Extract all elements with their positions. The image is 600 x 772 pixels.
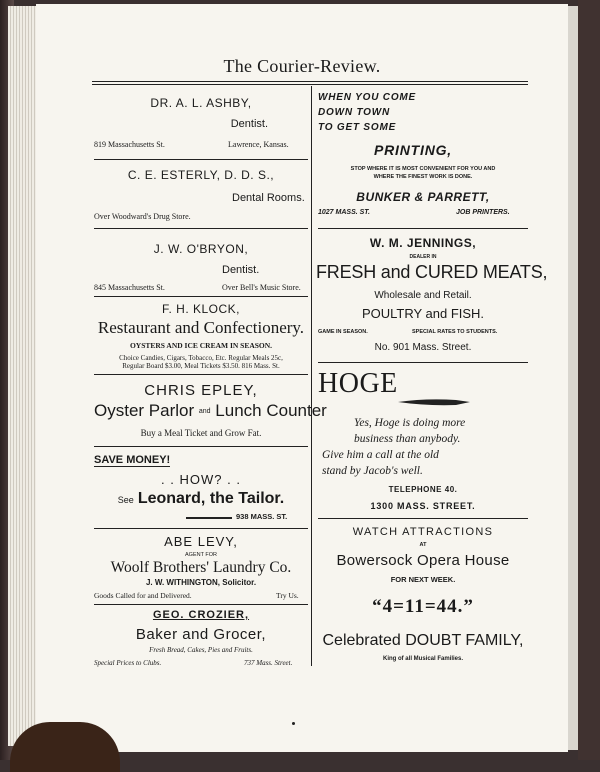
obryon-address: 845 Massachusetts St. xyxy=(94,283,165,292)
divider xyxy=(318,362,528,363)
leonard-see: See xyxy=(117,495,134,505)
bowersock-name: Bowersock Opera House xyxy=(336,552,510,569)
klock-headline: Restaurant and Confectionery. xyxy=(97,318,305,337)
jennings-sub: Wholesale and Retail. xyxy=(374,290,472,301)
hoge-name: HOGE xyxy=(318,368,398,399)
obryon-role: Dentist. xyxy=(222,264,260,276)
flourish-icon xyxy=(396,396,472,408)
crozier-name: GEO. CROZIER, xyxy=(152,609,250,621)
hoge-tel: TELEPHONE 40. xyxy=(388,485,458,494)
leonard-line xyxy=(94,490,308,508)
ashby-role: Dentist. xyxy=(230,118,268,130)
bunker-printing: PRINTING, xyxy=(374,142,452,158)
bowersock-watch: WATCH ATTRACTIONS xyxy=(352,526,494,538)
levy-try: Try Us. xyxy=(276,591,299,600)
levy-agent: AGENT FOR xyxy=(185,552,217,558)
reader-thumb xyxy=(10,722,120,772)
bunker-line2: DOWN TOWN xyxy=(318,107,391,118)
page-stack-edge xyxy=(8,6,38,746)
jennings-poultry: POULTRY and FISH. xyxy=(361,306,485,321)
divider xyxy=(94,604,308,605)
jennings-dealer: DEALER IN xyxy=(409,254,437,260)
leonard-how: . . HOW? . . xyxy=(161,472,241,487)
epley-headline-amp: and xyxy=(198,408,211,416)
klock-sub: OYSTERS AND ICE CREAM IN SEASON. xyxy=(129,341,273,350)
bunker-address: 1027 MASS. ST. xyxy=(318,209,371,216)
divider xyxy=(318,228,528,229)
klock-name: F. H. KLOCK, xyxy=(161,302,241,316)
leonard-save: SAVE MONEY! xyxy=(94,454,171,466)
bunker-note2: WHERE THE FINEST WORK IS DONE. xyxy=(373,174,473,180)
epley-headline xyxy=(94,401,327,421)
leonard-address: 938 MASS. ST. xyxy=(236,512,288,521)
jennings-game: GAME IN SEASON. xyxy=(318,329,368,335)
column-divider xyxy=(311,86,312,666)
levy-headline: Woolf Brothers' Laundry Co. xyxy=(110,559,292,576)
hoge-l2: business than anybody. xyxy=(354,433,461,445)
leonard-tailor: Leonard, the Tailor. xyxy=(137,490,285,507)
hoge-l3: Give him a call at the old xyxy=(322,449,439,461)
ashby-name: DR. A. L. ASHBY, xyxy=(150,96,252,110)
page-header: The Courier-Review. xyxy=(223,56,381,76)
bunker-job: JOB PRINTERS. xyxy=(456,209,510,216)
ashby-address: 819 Massachusetts St. xyxy=(94,140,165,149)
crozier-headline: Baker and Grocer, xyxy=(135,626,267,643)
hoge-l4: stand by Jacob's well. xyxy=(322,465,423,477)
divider xyxy=(94,228,308,229)
divider xyxy=(94,159,308,160)
bowersock-next: FOR NEXT WEEK. xyxy=(390,575,456,584)
epley-name: CHRIS EPLEY, xyxy=(144,382,258,399)
hoge-l1: Yes, Hoge is doing more xyxy=(354,417,466,429)
hoge-address: 1300 MASS. STREET. xyxy=(370,501,476,511)
levy-solicitor: J. W. WITHINGTON, Solicitor. xyxy=(145,578,257,587)
obryon-location: Over Bell's Music Store. xyxy=(222,283,301,292)
divider xyxy=(318,518,528,519)
book-page xyxy=(36,4,568,752)
flourish xyxy=(186,517,232,519)
bunker-line1: WHEN YOU COME xyxy=(318,92,416,103)
header-rule-2 xyxy=(92,84,528,85)
ashby-city: Lawrence, Kansas. xyxy=(228,140,289,149)
bowersock-at: AT xyxy=(419,542,427,548)
epley-headline-b: Lunch Counter xyxy=(215,401,327,420)
bunker-line3: TO GET SOME xyxy=(318,122,397,133)
header-rule xyxy=(92,81,528,82)
crozier-clubs: Special Prices to Clubs. xyxy=(94,659,162,667)
klock-line1: Choice Candies, Cigars, Tobacco, Etc. Regular Meals 25c, xyxy=(119,354,283,362)
jennings-name: W. M. JENNINGS, xyxy=(369,236,477,250)
esterly-name: C. E. ESTERLY, D. D. S., xyxy=(127,168,275,182)
esterly-location: Over Woodward's Drug Store. xyxy=(94,212,191,221)
bunker-note1: STOP WHERE IT IS MOST CONVENIENT FOR YOU AND xyxy=(350,166,496,172)
levy-called: Goods Called for and Delivered. xyxy=(94,591,192,600)
divider xyxy=(94,528,308,529)
crozier-address: 737 Mass. Street. xyxy=(244,659,293,667)
levy-name: ABE LEVY, xyxy=(164,534,238,549)
epley-headline-a: Oyster Parlor xyxy=(94,401,195,420)
jennings-address: No. 901 Mass. Street. xyxy=(374,342,472,353)
bowersock-show: “4=11=44.” xyxy=(372,596,474,617)
page-dot xyxy=(292,722,295,725)
divider xyxy=(94,296,308,297)
jennings-headline: FRESH and CURED MEATS, xyxy=(316,262,548,282)
divider xyxy=(94,446,308,447)
epley-sub: Buy a Meal Ticket and Grow Fat. xyxy=(140,428,262,438)
divider xyxy=(94,374,308,375)
bunker-name: BUNKER & PARRETT, xyxy=(356,190,490,204)
klock-line2: Regular Board $3.00, Meal Tickets $3.50. 816 Mass. St. xyxy=(122,362,280,370)
crozier-sub: Fresh Bread, Cakes, Pies and Fruits. xyxy=(149,646,253,654)
bowersock-family: Celebrated DOUBT FAMILY, xyxy=(322,632,524,649)
obryon-name: J. W. O'BRYON, xyxy=(153,242,249,256)
book-cover-edge xyxy=(578,0,600,760)
esterly-role: Dental Rooms. xyxy=(232,192,305,204)
bowersock-king: King of all Musical Families. xyxy=(382,656,464,662)
jennings-rates: SPECIAL RATES TO STUDENTS. xyxy=(412,329,498,335)
